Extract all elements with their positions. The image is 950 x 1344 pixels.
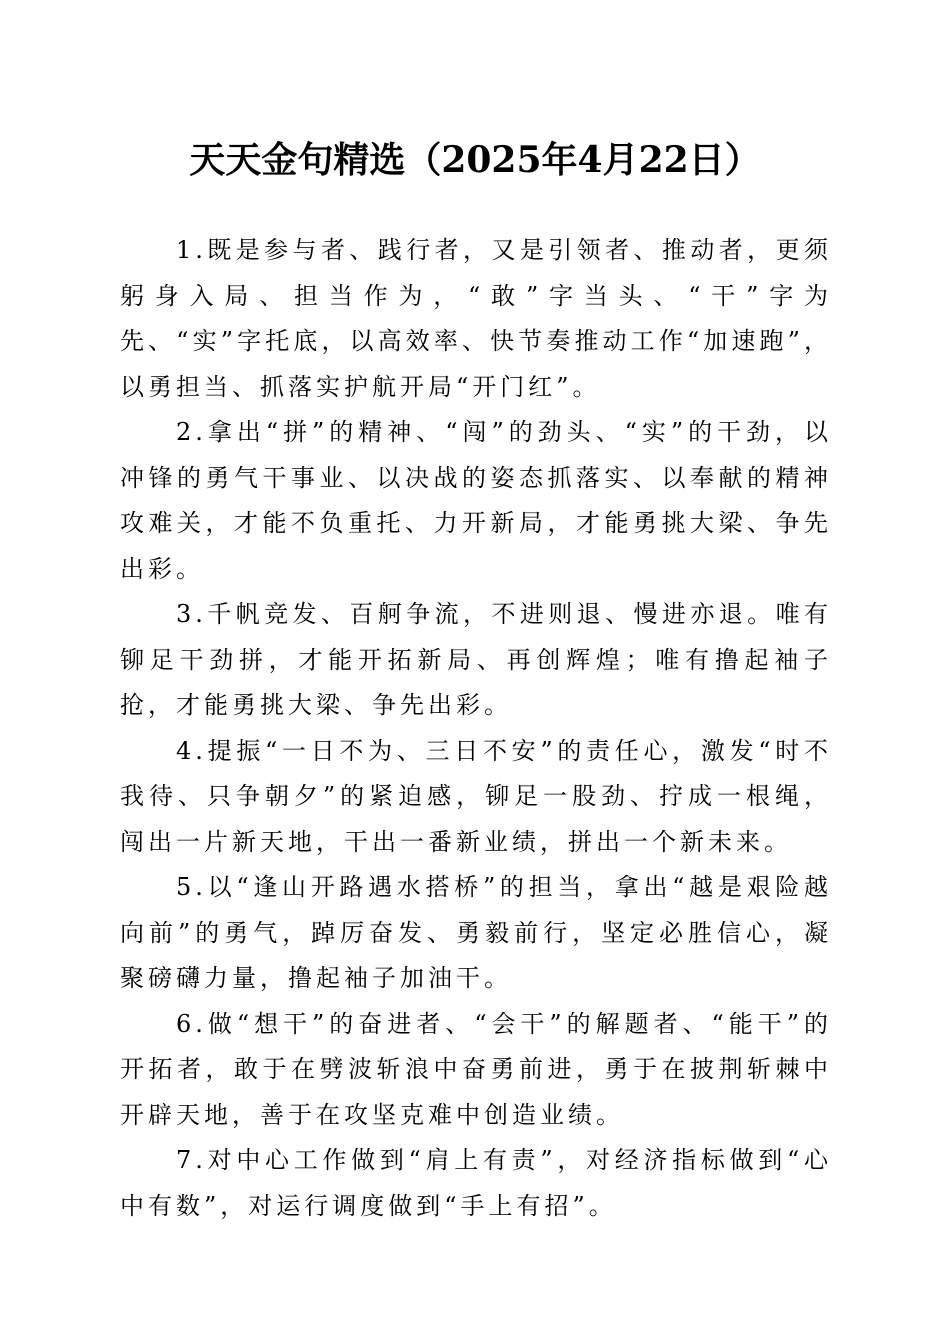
paragraph-5: 5.以“逢山开路遇水搭桥”的担当，拿出“越是艰险越向前”的勇气，踔厉奋发、勇毅前行，坚定必胜信心，凝聚磅礴力量，撸起袖子加油干。 (120, 873, 832, 992)
paragraph-1: 1.既是参与者、践行者，又是引领者、推动者，更须躬身入局、担当作为，“敢”字当头、“干”字为先、“实”字托底，以高效率、快节奏推动工作“加速跑”，以勇担当、抓落实护航开局“开门红”。 (120, 236, 832, 401)
paragraph-7: 7.对中心工作做到“肩上有责”，对经济指标做到“心中有数”，对运行调度做到“手上有招”。 (120, 1146, 832, 1220)
paragraph-2: 2.拿出“拼”的精神、“闯”的劲头、“实”的干劲，以冲锋的勇气干事业、以决战的姿态抓落实、以奉献的精神攻难关，才能不负重托、力开新局，才能勇挑大梁、争先出彩。 (120, 418, 832, 583)
document-body (120, 228, 832, 1229)
document-title: 天天金句精选（2025年4月22日） (189, 139, 761, 181)
paragraph-4: 4.提振“一日不为、三日不安”的责任心，激发“时不我待、只争朝夕”的紧迫感，铆足一股劲、拧成一根绳，闯出一片新天地，干出一番新业绩，拼出一个新未来。 (120, 736, 832, 856)
paragraph-6: 6.做“想干”的奋进者、“会干”的解题者、“能干”的开拓者，敢于在劈波斩浪中奋勇前进，勇于在披荆斩棘中开辟天地，善于在攻坚克难中创造业绩。 (120, 1009, 832, 1129)
paragraph-3: 3.千帆竞发、百舸争流，不进则退、慢进亦退。唯有铆足干劲拼，才能开拓新局、再创辉煌；唯有撸起袖子抢，才能勇挑大梁、争先出彩。 (120, 600, 832, 719)
